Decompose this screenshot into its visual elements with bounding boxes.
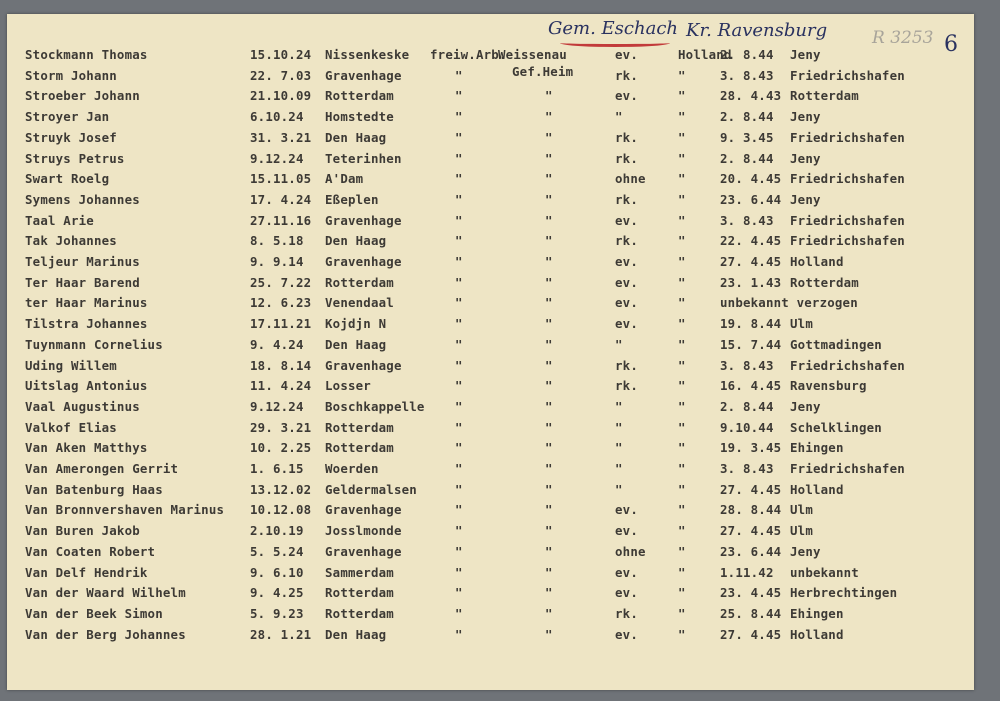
row-birth-place: Rotterdam	[325, 440, 394, 456]
row-birth-place: Rotterdam	[325, 585, 394, 601]
row-departure-date: 2. 8.44	[720, 47, 774, 62]
row-work-status: "	[455, 523, 463, 539]
row-religion: rk.	[615, 605, 638, 621]
row-religion: ev.	[615, 254, 638, 269]
row-destination: Ehingen	[790, 440, 844, 456]
row-religion: ev.	[615, 212, 638, 228]
row-destination: Jeny	[790, 150, 821, 166]
row-birth-place: Eßeplen	[325, 191, 379, 207]
row-country: "	[678, 357, 686, 373]
row-religion: ev.	[615, 274, 638, 290]
row-employer: Gef.Heim	[512, 63, 574, 79]
row-departure-date: 2. 8.44	[720, 398, 774, 414]
row-birth-date: 10. 2.25	[250, 440, 312, 456]
row-person-name: Vaal Augustinus	[25, 398, 140, 414]
row-religion: rk.	[615, 378, 638, 394]
row-work-status: "	[455, 398, 463, 414]
row-employer: Weissenau	[498, 47, 567, 62]
row-birth-date: 2.10.19	[250, 523, 304, 539]
row-person-name: Valkof Elias	[25, 419, 117, 435]
row-work-status: "	[455, 129, 463, 145]
row-person-name: Taal Arie	[25, 212, 94, 228]
row-birth-place: Gravenhage	[325, 212, 402, 228]
row-birth-place: Homstedte	[325, 109, 394, 125]
row-destination: Holland	[790, 481, 844, 497]
row-birth-place: Rotterdam	[325, 419, 394, 435]
row-country: "	[678, 543, 686, 559]
row-birth-place: Rotterdam	[325, 605, 394, 621]
row-employer: "	[545, 440, 553, 456]
row-work-status: "	[455, 502, 463, 518]
row-religion: "	[615, 481, 623, 497]
row-country: "	[678, 129, 686, 145]
row-employer: "	[545, 502, 553, 518]
row-religion: ev.	[615, 626, 638, 642]
row-birth-place: Losser	[325, 378, 371, 394]
row-religion: ev.	[615, 523, 638, 539]
row-religion: "	[615, 109, 623, 125]
row-birth-date: 11. 4.24	[250, 378, 312, 394]
row-birth-date: 5. 5.24	[250, 543, 304, 559]
row-work-status: "	[455, 626, 463, 642]
row-destination: Holland	[790, 254, 844, 269]
row-birth-date: 9. 4.25	[250, 585, 304, 601]
row-destination: Schelklingen	[790, 419, 882, 435]
row-country: "	[678, 316, 686, 332]
row-employer: "	[545, 398, 553, 414]
row-person-name: Ter Haar Barend	[25, 274, 140, 290]
row-birth-date: 12. 6.23	[250, 295, 312, 311]
row-person-name: Van der Berg Johannes	[25, 626, 186, 642]
row-person-name: Uitslag Antonius	[25, 378, 148, 394]
row-religion: "	[615, 398, 623, 414]
row-country: "	[678, 523, 686, 539]
row-destination: Friedrichshafen	[790, 233, 905, 249]
row-work-status: "	[455, 150, 463, 166]
row-birth-place: Gravenhage	[325, 543, 402, 559]
row-birth-place: Den Haag	[325, 336, 387, 352]
row-departure-date: 28. 8.44	[720, 502, 782, 518]
row-person-name: Struyk Josef	[25, 129, 117, 145]
row-birth-date: 15.10.24	[250, 47, 312, 62]
row-person-name: Van Amerongen Gerrit	[25, 461, 179, 476]
row-birth-place: Den Haag	[325, 626, 387, 642]
row-departure-date: 23. 1.43	[720, 274, 782, 290]
row-work-status: "	[455, 316, 463, 332]
row-departure-date: 1.11.42	[720, 564, 774, 580]
row-departure-date: 16. 4.45	[720, 378, 782, 394]
row-person-name: Tuynmann Cornelius	[25, 336, 163, 352]
row-country: "	[678, 585, 686, 601]
row-person-name: Van Aken Matthys	[25, 440, 148, 456]
row-religion: rk.	[615, 233, 638, 249]
row-departure-date: 2. 8.44	[720, 109, 774, 125]
row-birth-date: 29. 3.21	[250, 419, 312, 435]
row-birth-date: 31. 3.21	[250, 129, 312, 145]
row-country: "	[678, 233, 686, 249]
row-religion: "	[615, 440, 623, 456]
row-birth-place: A'Dam	[325, 171, 364, 187]
row-departure-date: 3. 8.43	[720, 67, 774, 83]
row-employer: "	[545, 150, 553, 166]
row-destination: Friedrichshafen	[790, 129, 905, 145]
row-birth-date: 10.12.08	[250, 502, 312, 518]
row-work-status: "	[455, 191, 463, 207]
row-country: "	[678, 295, 686, 311]
row-birth-place: Woerden	[325, 461, 379, 476]
row-work-status: "	[455, 378, 463, 394]
row-departure-date: unbekannt verzogen	[720, 295, 858, 311]
row-work-status: "	[455, 88, 463, 104]
row-religion: ohne	[615, 543, 646, 559]
row-person-name: Tak Johannes	[25, 233, 117, 249]
row-destination: Herbrechtingen	[790, 585, 898, 601]
row-birth-date: 18. 8.14	[250, 357, 312, 373]
row-birth-place: Venendaal	[325, 295, 394, 311]
row-country: "	[678, 605, 686, 621]
red-pencil-underline	[560, 39, 670, 47]
row-religion: rk.	[615, 191, 638, 207]
row-destination: unbekannt	[790, 564, 859, 580]
row-country: "	[678, 171, 686, 187]
row-work-status: "	[455, 67, 463, 83]
row-birth-date: 1. 6.15	[250, 461, 304, 476]
row-work-status: "	[455, 481, 463, 497]
row-destination: Ulm	[790, 502, 813, 518]
row-departure-date: 19. 3.45	[720, 440, 782, 456]
row-country: "	[678, 150, 686, 166]
row-religion: ev.	[615, 564, 638, 580]
row-departure-date: 19. 8.44	[720, 316, 782, 332]
row-birth-place: Sammerdam	[325, 564, 394, 580]
row-person-name: Van Buren Jakob	[25, 523, 140, 539]
row-employer: "	[545, 585, 553, 601]
row-departure-date: 25. 8.44	[720, 605, 782, 621]
row-departure-date: 2. 8.44	[720, 150, 774, 166]
row-birth-place: Kojdjn N	[325, 316, 387, 332]
row-employer: "	[545, 357, 553, 373]
row-birth-date: 5. 9.23	[250, 605, 304, 621]
row-person-name: Van Coaten Robert	[25, 543, 156, 559]
row-religion: rk.	[615, 357, 638, 373]
row-work-status: "	[455, 461, 463, 476]
row-birth-place: Gravenhage	[325, 502, 402, 518]
row-work-status: "	[455, 357, 463, 373]
row-religion: ev.	[615, 47, 638, 62]
page-number: 6	[944, 32, 958, 57]
handwritten-gem: Gem. Eschach	[548, 18, 678, 39]
row-country: "	[678, 502, 686, 518]
row-religion: ev.	[615, 316, 638, 332]
row-person-name: Stroyer Jan	[25, 109, 110, 125]
row-birth-date: 17.11.21	[250, 316, 312, 332]
row-country: "	[678, 88, 686, 104]
row-employer: "	[545, 254, 553, 269]
row-departure-date: 3. 8.43	[720, 461, 774, 476]
row-destination: Ehingen	[790, 605, 844, 621]
row-person-name: Stroeber Johann	[25, 88, 140, 104]
row-employer: "	[545, 523, 553, 539]
row-country: "	[678, 419, 686, 435]
row-person-name: Tilstra Johannes	[25, 316, 148, 332]
row-work-status: "	[455, 543, 463, 559]
row-destination: Friedrichshafen	[790, 461, 905, 476]
row-person-name: Van der Waard Wilhelm	[25, 585, 186, 601]
row-birth-place: Nissenkeske	[325, 47, 410, 62]
row-work-status: "	[455, 295, 463, 311]
row-work-status: "	[455, 212, 463, 228]
row-religion: rk.	[615, 150, 638, 166]
row-work-status: "	[455, 564, 463, 580]
row-destination: Friedrichshafen	[790, 212, 905, 228]
row-person-name: Struys Petrus	[25, 150, 125, 166]
row-person-name: Symens Johannes	[25, 191, 140, 207]
row-country: "	[678, 398, 686, 414]
row-birth-date: 25. 7.22	[250, 274, 312, 290]
row-person-name: Van Bronnvershaven Marinus	[25, 502, 225, 518]
row-employer: "	[545, 88, 553, 104]
row-departure-date: 28. 4.43	[720, 88, 782, 104]
row-destination: Jeny	[790, 47, 821, 62]
row-employer: "	[545, 564, 553, 580]
row-country: "	[678, 378, 686, 394]
row-work-status: "	[455, 109, 463, 125]
row-work-status: "	[455, 336, 463, 352]
row-destination: Jeny	[790, 543, 821, 559]
row-country: "	[678, 109, 686, 125]
row-employer: "	[545, 212, 553, 228]
row-departure-date: 9. 3.45	[720, 129, 774, 145]
row-religion: "	[615, 336, 623, 352]
row-birth-date: 9.12.24	[250, 398, 304, 414]
row-employer: "	[545, 419, 553, 435]
row-employer: "	[545, 274, 553, 290]
row-destination: Ulm	[790, 316, 813, 332]
row-work-status: "	[455, 440, 463, 456]
row-employer: "	[545, 605, 553, 621]
row-departure-date: 27. 4.45	[720, 254, 782, 269]
row-religion: ev.	[615, 295, 638, 311]
row-birth-date: 9. 4.24	[250, 336, 304, 352]
row-departure-date: 3. 8.43	[720, 212, 774, 228]
row-work-status: "	[455, 233, 463, 249]
row-country: Holland	[678, 47, 732, 62]
row-birth-date: 6.10.24	[250, 109, 304, 125]
row-employer: "	[545, 481, 553, 497]
row-religion: "	[615, 461, 623, 476]
row-birth-date: 9. 6.10	[250, 564, 304, 580]
row-work-status: "	[455, 605, 463, 621]
row-employer: "	[545, 336, 553, 352]
row-birth-date: 9. 9.14	[250, 254, 304, 269]
row-birth-date: 8. 5.18	[250, 233, 304, 249]
row-employer: "	[545, 191, 553, 207]
row-religion: "	[615, 419, 623, 435]
row-departure-date: 27. 4.45	[720, 481, 782, 497]
row-departure-date: 23. 6.44	[720, 543, 782, 559]
row-country: "	[678, 564, 686, 580]
row-work-status: "	[455, 254, 463, 269]
row-departure-date: 15. 7.44	[720, 336, 782, 352]
row-country: "	[678, 626, 686, 642]
row-birth-place: Geldermalsen	[325, 481, 417, 497]
row-person-name: Van Delf Hendrik	[25, 564, 148, 580]
row-birth-date: 21.10.09	[250, 88, 312, 104]
row-country: "	[678, 440, 686, 456]
row-departure-date: 9.10.44	[720, 419, 774, 435]
row-departure-date: 23. 6.44	[720, 191, 782, 207]
row-destination: Friedrichshafen	[790, 357, 905, 373]
row-destination: Ulm	[790, 523, 813, 539]
row-country: "	[678, 461, 686, 476]
row-birth-place: Rotterdam	[325, 274, 394, 290]
row-departure-date: 20. 4.45	[720, 171, 782, 187]
row-person-name: Stockmann Thomas	[25, 47, 148, 62]
row-destination: Jeny	[790, 109, 821, 125]
row-work-status: "	[455, 585, 463, 601]
row-person-name: Van Batenburg Haas	[25, 481, 163, 497]
row-country: "	[678, 191, 686, 207]
row-religion: rk.	[615, 67, 638, 83]
row-birth-place: Gravenhage	[325, 67, 402, 83]
row-destination: Jeny	[790, 398, 821, 414]
handwritten-kreis: Kr. Ravensburg	[686, 20, 828, 41]
row-destination: Jeny	[790, 191, 821, 207]
row-departure-date: 23. 4.45	[720, 585, 782, 601]
row-employer: "	[545, 171, 553, 187]
row-country: "	[678, 336, 686, 352]
row-person-name: Swart Roelg	[25, 171, 110, 187]
row-work-status: "	[455, 419, 463, 435]
row-country: "	[678, 274, 686, 290]
row-birth-place: Teterinhen	[325, 150, 402, 166]
row-birth-date: 9.12.24	[250, 150, 304, 166]
row-birth-place: Den Haag	[325, 233, 387, 249]
row-departure-date: 3. 8.43	[720, 357, 774, 373]
row-employer: "	[545, 129, 553, 145]
row-destination: Friedrichshafen	[790, 67, 905, 83]
row-work-status: freiw.Arb.	[430, 47, 507, 62]
row-birth-place: Gravenhage	[325, 357, 402, 373]
row-country: "	[678, 67, 686, 83]
row-work-status: "	[455, 274, 463, 290]
row-birth-date: 17. 4.24	[250, 191, 312, 207]
row-departure-date: 27. 4.45	[720, 523, 782, 539]
row-destination: Gottmadingen	[790, 336, 882, 352]
row-birth-place: Josslmonde	[325, 523, 402, 539]
row-destination: Rotterdam	[790, 274, 859, 290]
row-departure-date: 22. 4.45	[720, 233, 782, 249]
row-employer: "	[545, 109, 553, 125]
row-destination: Ravensburg	[790, 378, 867, 394]
archive-mark: R 3253	[872, 28, 934, 48]
row-person-name: Uding Willem	[25, 357, 117, 373]
row-person-name: Storm Johann	[25, 67, 117, 83]
row-employer: "	[545, 233, 553, 249]
row-birth-place: Gravenhage	[325, 254, 402, 269]
row-employer: "	[545, 543, 553, 559]
row-person-name: ter Haar Marinus	[25, 295, 148, 311]
row-birth-date: 28. 1.21	[250, 626, 312, 642]
row-destination: Friedrichshafen	[790, 171, 905, 187]
row-person-name: Teljeur Marinus	[25, 254, 140, 269]
row-birth-place: Den Haag	[325, 129, 387, 145]
row-birth-place: Rotterdam	[325, 88, 394, 104]
row-country: "	[678, 254, 686, 269]
row-religion: rk.	[615, 129, 638, 145]
row-employer: "	[545, 461, 553, 476]
row-religion: ev.	[615, 88, 638, 104]
row-birth-date: 22. 7.03	[250, 67, 312, 83]
row-departure-date: 27. 4.45	[720, 626, 782, 642]
row-birth-date: 27.11.16	[250, 212, 312, 228]
row-religion: ev.	[615, 502, 638, 518]
row-birth-date: 15.11.05	[250, 171, 312, 187]
row-birth-date: 13.12.02	[250, 481, 312, 497]
row-employer: "	[545, 378, 553, 394]
row-country: "	[678, 481, 686, 497]
row-destination: Rotterdam	[790, 88, 859, 104]
row-country: "	[678, 212, 686, 228]
row-religion: ohne	[615, 171, 646, 187]
row-destination: Holland	[790, 626, 844, 642]
row-work-status: "	[455, 171, 463, 187]
row-birth-place: Boschkappelle	[325, 398, 425, 414]
row-employer: "	[545, 626, 553, 642]
row-religion: ev.	[615, 585, 638, 601]
row-employer: "	[545, 295, 553, 311]
row-employer: "	[545, 316, 553, 332]
row-person-name: Van der Beek Simon	[25, 605, 163, 621]
